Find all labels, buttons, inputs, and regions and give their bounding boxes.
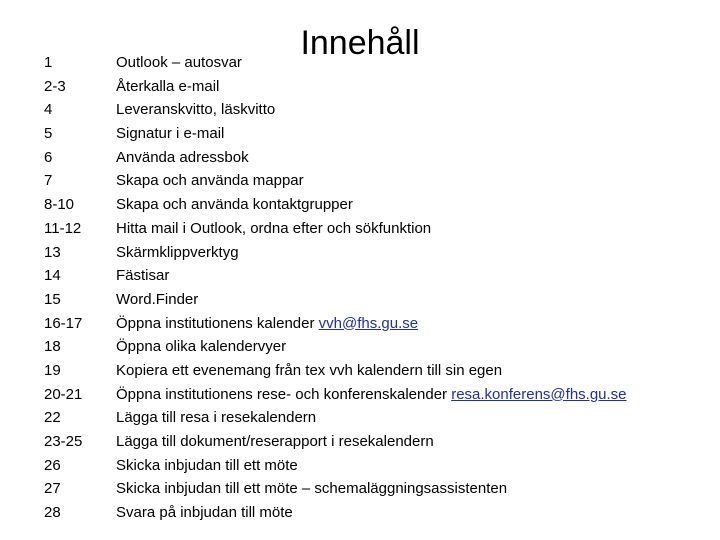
- toc-entry-text: Kopiera ett evenemang från tex vvh kalendern till sin egen: [116, 361, 503, 379]
- toc-page-number: 5: [44, 125, 53, 143]
- toc-entry-text: Skärmklippverktyg: [116, 243, 239, 261]
- toc-row: [44, 217, 704, 241]
- table-of-contents: [44, 51, 704, 525]
- toc-entry-text: Skicka inbjudan till ett möte – schemaläggningsassistenten: [116, 480, 508, 498]
- toc-entry-text: Lägga till resa i resekalendern: [116, 409, 317, 427]
- toc-entry-label: Öppna institutionens kalender: [116, 314, 319, 332]
- toc-page-number: 2-3: [44, 77, 66, 95]
- toc-row: [44, 75, 704, 99]
- toc-entry-text: Signatur i e-mail: [116, 125, 225, 143]
- toc-entry-text: Word.Finder: [116, 290, 199, 308]
- toc-entry-text: Skapa och använda kontaktgrupper: [116, 196, 353, 214]
- toc-row: [44, 169, 704, 193]
- toc-row: [44, 477, 704, 501]
- toc-entry-text: [116, 383, 704, 407]
- toc-entry-text: Hitta mail i Outlook, ordna efter och sökfunktion: [116, 219, 432, 237]
- toc-row: [44, 193, 704, 217]
- toc-row: [44, 51, 704, 75]
- toc-page-number: 22: [44, 409, 61, 427]
- toc-entry-text: Återkalla e-mail: [116, 77, 220, 95]
- toc-page-number: 27: [44, 480, 61, 498]
- toc-row: [44, 406, 704, 430]
- toc-page-number: 7: [44, 172, 53, 190]
- toc-page-number: 4: [44, 101, 53, 119]
- toc-row: [44, 264, 704, 288]
- toc-page-number: 8-10: [44, 196, 75, 214]
- toc-page-number: 28: [44, 504, 61, 522]
- toc-page-number: 13: [44, 243, 61, 261]
- toc-page-number: 19: [44, 361, 61, 379]
- calendar-email-link[interactable]: vvh@fhs.gu.se: [318, 314, 419, 332]
- toc-row: [44, 501, 704, 525]
- toc-row: [44, 98, 704, 122]
- toc-entry-text: [116, 312, 704, 336]
- toc-page-number: 1: [44, 54, 53, 71]
- toc-entry-text: Lägga till dokument/reserapport i resekalendern: [116, 433, 434, 450]
- toc-page-number: 18: [44, 338, 61, 356]
- toc-page-number: 26: [44, 456, 61, 474]
- toc-entry-text: Öppna olika kalendervyer: [116, 338, 287, 356]
- toc-page-number: 15: [44, 290, 61, 308]
- toc-row: [44, 383, 704, 407]
- toc-entry-text: Outlook – autosvar: [116, 54, 242, 71]
- toc-entry-text: Skapa och använda mappar: [116, 172, 304, 190]
- toc-entry-text: Leveranskvitto, läskvitto: [116, 101, 276, 119]
- toc-page-number: 14: [44, 267, 61, 285]
- toc-page-number: 11-12: [44, 219, 82, 237]
- toc-row: [44, 122, 704, 146]
- toc-page-number: 6: [44, 148, 53, 166]
- toc-entry-text: Svara på inbjudan till möte: [116, 504, 293, 522]
- toc-row: [44, 288, 704, 312]
- toc-row: [44, 241, 704, 265]
- toc-page-number: 23-25: [44, 433, 83, 450]
- toc-entry-label: Öppna institutionens rese- och konferenskalender: [116, 385, 452, 403]
- travel-calendar-email-link[interactable]: resa.konferens@fhs.gu.se: [451, 385, 627, 403]
- toc-row: [44, 146, 704, 170]
- toc-row: [44, 359, 704, 383]
- page-title: Innehåll: [300, 23, 420, 62]
- toc-entry-text: Skicka inbjudan till ett möte: [116, 456, 298, 474]
- toc-row: [44, 335, 704, 359]
- toc-row: [44, 454, 704, 478]
- toc-row: [44, 312, 704, 336]
- toc-row: [44, 430, 704, 454]
- toc-entry-text: Använda adressbok: [116, 148, 249, 166]
- toc-entry-text: Fästisar: [116, 267, 170, 285]
- toc-page-number: 16-17: [44, 314, 83, 332]
- toc-page-number: 20-21: [44, 385, 83, 403]
